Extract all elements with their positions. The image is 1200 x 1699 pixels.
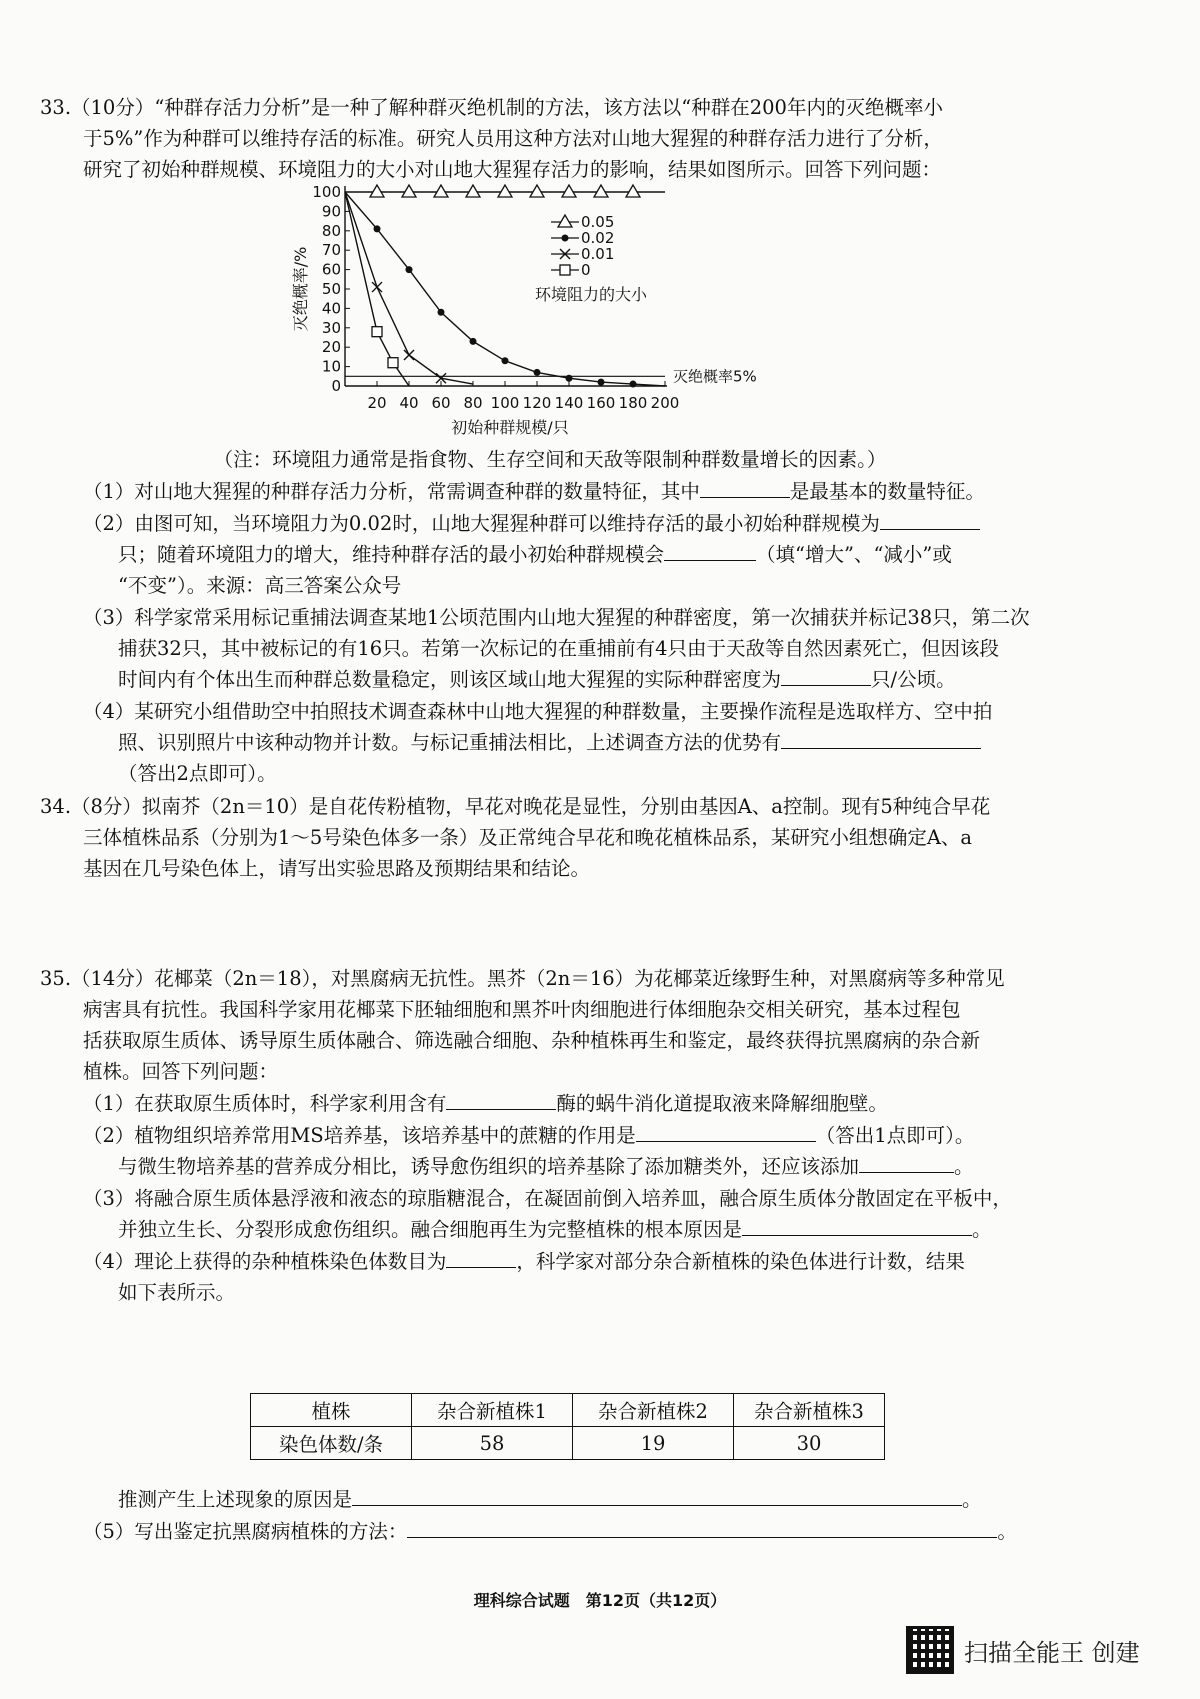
x-axis-label: 初始种群规模/只 (451, 418, 569, 437)
q35-s2-text-2b: 。 (954, 1155, 974, 1178)
q33-s4-line-2 (118, 730, 981, 756)
triangle-marker (626, 185, 640, 197)
series-0.01 (345, 192, 473, 384)
y-tick-label: 90 (321, 202, 341, 221)
q33-note: （注：环境阻力通常是指食物、生存空间和天敌等限制种群数量增长的因素。） (213, 448, 887, 471)
x-tick-label: 200 (650, 394, 680, 412)
x-marker (404, 350, 414, 360)
dot-marker (470, 338, 477, 345)
chart-legend (535, 213, 648, 304)
q35-infer-text: 推测产生上述现象的原因是 (118, 1488, 353, 1511)
y-tick-label: 0 (331, 377, 341, 395)
q33-s4-blank[interactable] (781, 730, 981, 749)
q35-s2-text-1a: （2）植物组织培养常用MS培养基，该培养基中的蔗糖的作用是 (83, 1124, 636, 1147)
legend-item (551, 261, 591, 279)
q33-s4-line-3: （答出2点即可）。 (118, 762, 277, 785)
q35-s3-text-2b: 。 (972, 1218, 992, 1241)
dot-marker (374, 225, 381, 232)
q35-s4-line-1 (83, 1249, 965, 1275)
q35-s5 (83, 1519, 1017, 1545)
q33-s1-text-b: 是最基本的数量特征。 (789, 480, 985, 503)
dot-marker (562, 235, 569, 242)
y-tick-label: 70 (321, 241, 341, 260)
qr-code-icon (906, 1626, 954, 1674)
q33-s1 (83, 479, 985, 505)
q35-line-2: 病害具有抗性。我国科学家用花椰菜下胚轴细胞和黑芥叶肉细胞进行体细胞杂交相关研究，基本过程包 (83, 998, 961, 1021)
table-header-row (251, 1394, 885, 1427)
q33-s2-line-3: “不变”）。来源：高三答案公众号 (118, 574, 402, 597)
q35-s4-text-1a: （4）理论上获得的杂种植株染色体数目为 (83, 1250, 447, 1273)
x-tick-label: 160 (586, 394, 616, 412)
q33-s2-text-2a: 只；随着环境阻力的增大，维持种群存活的最小初始种群规模会 (118, 543, 665, 566)
dot-marker (502, 357, 509, 364)
q33-s1-text-a: （1）对山地大猩猩的种群存活力分析，常需调查种群的数量特征，其中 (83, 480, 700, 503)
y-tick-label: 30 (321, 318, 341, 337)
q35-s2-blank-2[interactable] (859, 1154, 954, 1173)
q35-s4-line-2: 如下表所示。 (118, 1281, 236, 1304)
q33-line-1: 33.（10分）“种群存活力分析”是一种了解种群灭绝机制的方法，该方法以“种群在200年内的灭绝概率小 (40, 96, 943, 119)
table-header-cell: 杂合新植株1 (412, 1394, 573, 1427)
q35-s3-text-2a: 并独立生长、分裂形成愈伤组织。融合细胞再生为完整植株的根本原因是 (118, 1218, 743, 1241)
table-row (251, 1427, 885, 1460)
dot-marker (406, 266, 413, 273)
table-cell: 30 (734, 1427, 885, 1460)
q33-s2-text-2b: （填“增大”、“减小”或 (756, 543, 952, 566)
q33-s3-text-3a: 时间内有个体出生而种群总数量稳定，则该区域山地大猩猩的实际种群密度为 (118, 668, 782, 691)
dot-marker (566, 375, 573, 382)
q35-s2-blank-1[interactable] (636, 1123, 816, 1142)
triangle-marker (530, 185, 544, 197)
scanner-watermark (906, 1627, 1140, 1673)
q35-s4-blank[interactable] (446, 1249, 516, 1268)
y-tick-label: 40 (321, 299, 341, 318)
dot-marker (630, 381, 637, 388)
threshold-label: 灭绝概率5% (673, 367, 757, 386)
q35-s3-line-1: （3）将融合原生质体悬浮液和液态的琼脂糖混合，在凝固前倒入培养皿，融合原生质体分散固定在平板中， (83, 1187, 1012, 1210)
legend-title: 环境阻力的大小 (535, 285, 648, 304)
chart-axes (291, 183, 757, 437)
table-header-cell: 植株 (251, 1394, 412, 1427)
x-tick-label: 140 (554, 394, 584, 412)
q35-s5-text: （5）写出鉴定抗黑腐病植株的方法： (83, 1520, 408, 1543)
q35-s5-end: 。 (997, 1520, 1017, 1543)
q35-s1 (83, 1091, 888, 1117)
table-cell: 58 (412, 1427, 573, 1460)
x-tick-label: 180 (618, 394, 648, 412)
q35-line-3: 括获取原生质体、诱导原生质体融合、筛选融合细胞、杂种植株再生和鉴定，最终获得抗黑腐病的杂合新 (83, 1029, 981, 1052)
q35-s2-line-2 (118, 1154, 974, 1180)
q33-s2-line-2 (118, 542, 952, 568)
q35-s1-text-a: （1）在获取原生质体时，科学家利用含有 (83, 1092, 447, 1115)
y-tick-label: 20 (321, 338, 341, 357)
q35-infer-blank[interactable] (352, 1487, 962, 1506)
x-tick-label: 120 (522, 394, 552, 412)
x-tick-label: 40 (399, 394, 419, 412)
square-marker (388, 358, 398, 368)
legend-label: 0.02 (581, 229, 615, 247)
square-marker (372, 327, 382, 337)
triangle-marker (370, 185, 384, 197)
triangle-marker (434, 185, 448, 197)
q33-s3-line-2: 捕获32只，其中被标记的有16只。若第一次标记的在重捕前有4只由于天敌等自然因素死亡，但因该段 (118, 637, 1000, 660)
q33-s2-text-1: （2）由图可知，当环境阻力为0.02时，山地大猩猩种群可以维持存活的最小初始种群规模为 (83, 512, 880, 535)
y-tick-label: 80 (321, 221, 341, 240)
q35-line-4: 植株。回答下列问题： (83, 1060, 279, 1083)
triangle-marker (402, 185, 416, 197)
q35-s3-line-2 (118, 1217, 992, 1243)
q33-s3-line-3 (118, 667, 956, 693)
q35-infer-end: 。 (962, 1488, 982, 1511)
series-0.05 (345, 185, 665, 197)
page-footer: 理科综合试题 第12页（共12页） (473, 1591, 727, 1610)
triangle-marker (562, 185, 576, 197)
q33-s3-blank[interactable] (781, 667, 871, 686)
y-tick-label: 60 (321, 260, 341, 279)
table-header-cell: 杂合新植株2 (573, 1394, 734, 1427)
q35-s3-blank[interactable] (742, 1217, 972, 1236)
q35-s2-line-1 (83, 1123, 974, 1149)
legend-label: 0 (581, 261, 591, 279)
watermark-text: 扫描全能王 创建 (964, 1638, 1140, 1667)
triangle-marker (558, 215, 572, 227)
dot-marker (598, 379, 605, 386)
q33-s3-line-1: （3）科学家常采用标记重捕法调查某地1公顷范围内山地大猩猩的种群密度，第一次捕获并标记38只，第二次 (83, 606, 1030, 629)
q35-s2-text-2a: 与微生物培养基的营养成分相比，诱导愈伤组织的培养基除了添加糖类外，还应该添加 (118, 1155, 860, 1178)
x-tick-label: 80 (463, 394, 483, 412)
triangle-marker (466, 185, 480, 197)
q33-line-3: 研究了初始种群规模、环境阻力的大小对山地大猩猩存活力的影响，结果如图所示。回答下列问题： (83, 158, 942, 181)
legend-label: 0.05 (581, 213, 615, 231)
x-tick-label: 100 (490, 394, 520, 412)
legend-label: 0.01 (581, 245, 615, 263)
q35-s5-blank[interactable] (407, 1519, 997, 1538)
y-tick-label: 100 (312, 183, 341, 201)
extinction-chart (290, 180, 810, 440)
q33-line-2: 于5%”作为种群可以维持存活的标准。研究人员用这种方法对山地大猩猩的种群存活力进行了分析， (83, 127, 943, 150)
triangle-marker (498, 185, 512, 197)
x-tick-label: 20 (367, 394, 387, 412)
y-tick-label: 50 (321, 280, 341, 298)
q34-line-1: 34.（8分）拟南芥（2n＝10）是自花传粉植物，早花对晚花是显性，分别由基因A、a控制。现有5种纯合早花 (40, 795, 991, 818)
square-marker (560, 265, 570, 275)
q33-s4-line-1: （4）某研究小组借助空中拍照技术调查森林中山地大猩猩的种群数量，主要操作流程是选取样方、空中拍 (83, 700, 993, 723)
q35-s1-blank[interactable] (446, 1091, 556, 1110)
q33-s2-line-1 (83, 511, 980, 537)
q34-line-2: 三体植株品系（分别为1～5号染色体多一条）及正常纯合早花和晚花植株品系，某研究小组想确定A、a (83, 826, 973, 849)
q33-s3-text-3b: 只/公顷。 (871, 668, 956, 691)
q35-s1-text-b: 酶的蜗牛消化道提取液来降解细胞壁。 (556, 1092, 888, 1115)
table-header-cell: 杂合新植株3 (734, 1394, 885, 1427)
q35-line-1: 35.（14分）花椰菜（2n＝18），对黑腐病无抗性。黑芥（2n＝16）为花椰菜近缘野生种，对黑腐病等多种常见 (40, 967, 1005, 990)
y-tick-label: 10 (321, 357, 341, 376)
dot-marker (534, 369, 541, 376)
q33-s4-text-2a: 照、识别照片中该种动物并计数。与标记重捕法相比，上述调查方法的优势有 (118, 731, 782, 754)
q35-s4-text-1b: ，科学家对部分杂合新植株的染色体进行计数，结果 (516, 1250, 965, 1273)
q33-s1-blank[interactable] (700, 479, 790, 498)
q34-line-3: 基因在几号染色体上，请写出实验思路及预期结果和结论。 (83, 857, 591, 880)
q35-s2-text-1b: （答出1点即可）。 (815, 1124, 975, 1147)
triangle-marker (594, 185, 608, 197)
y-axis-label: 灭绝概率/% (291, 246, 310, 332)
x-tick-label: 60 (431, 394, 451, 412)
q33-s2-blank-2[interactable] (664, 542, 756, 561)
q33-s2-blank-1[interactable] (880, 511, 980, 530)
chromosome-table (250, 1393, 885, 1460)
table-row-label: 染色体数/条 (251, 1427, 412, 1460)
x-marker (372, 282, 382, 292)
table-cell: 19 (573, 1427, 734, 1460)
q35-infer (118, 1487, 982, 1513)
dot-marker (438, 309, 445, 316)
